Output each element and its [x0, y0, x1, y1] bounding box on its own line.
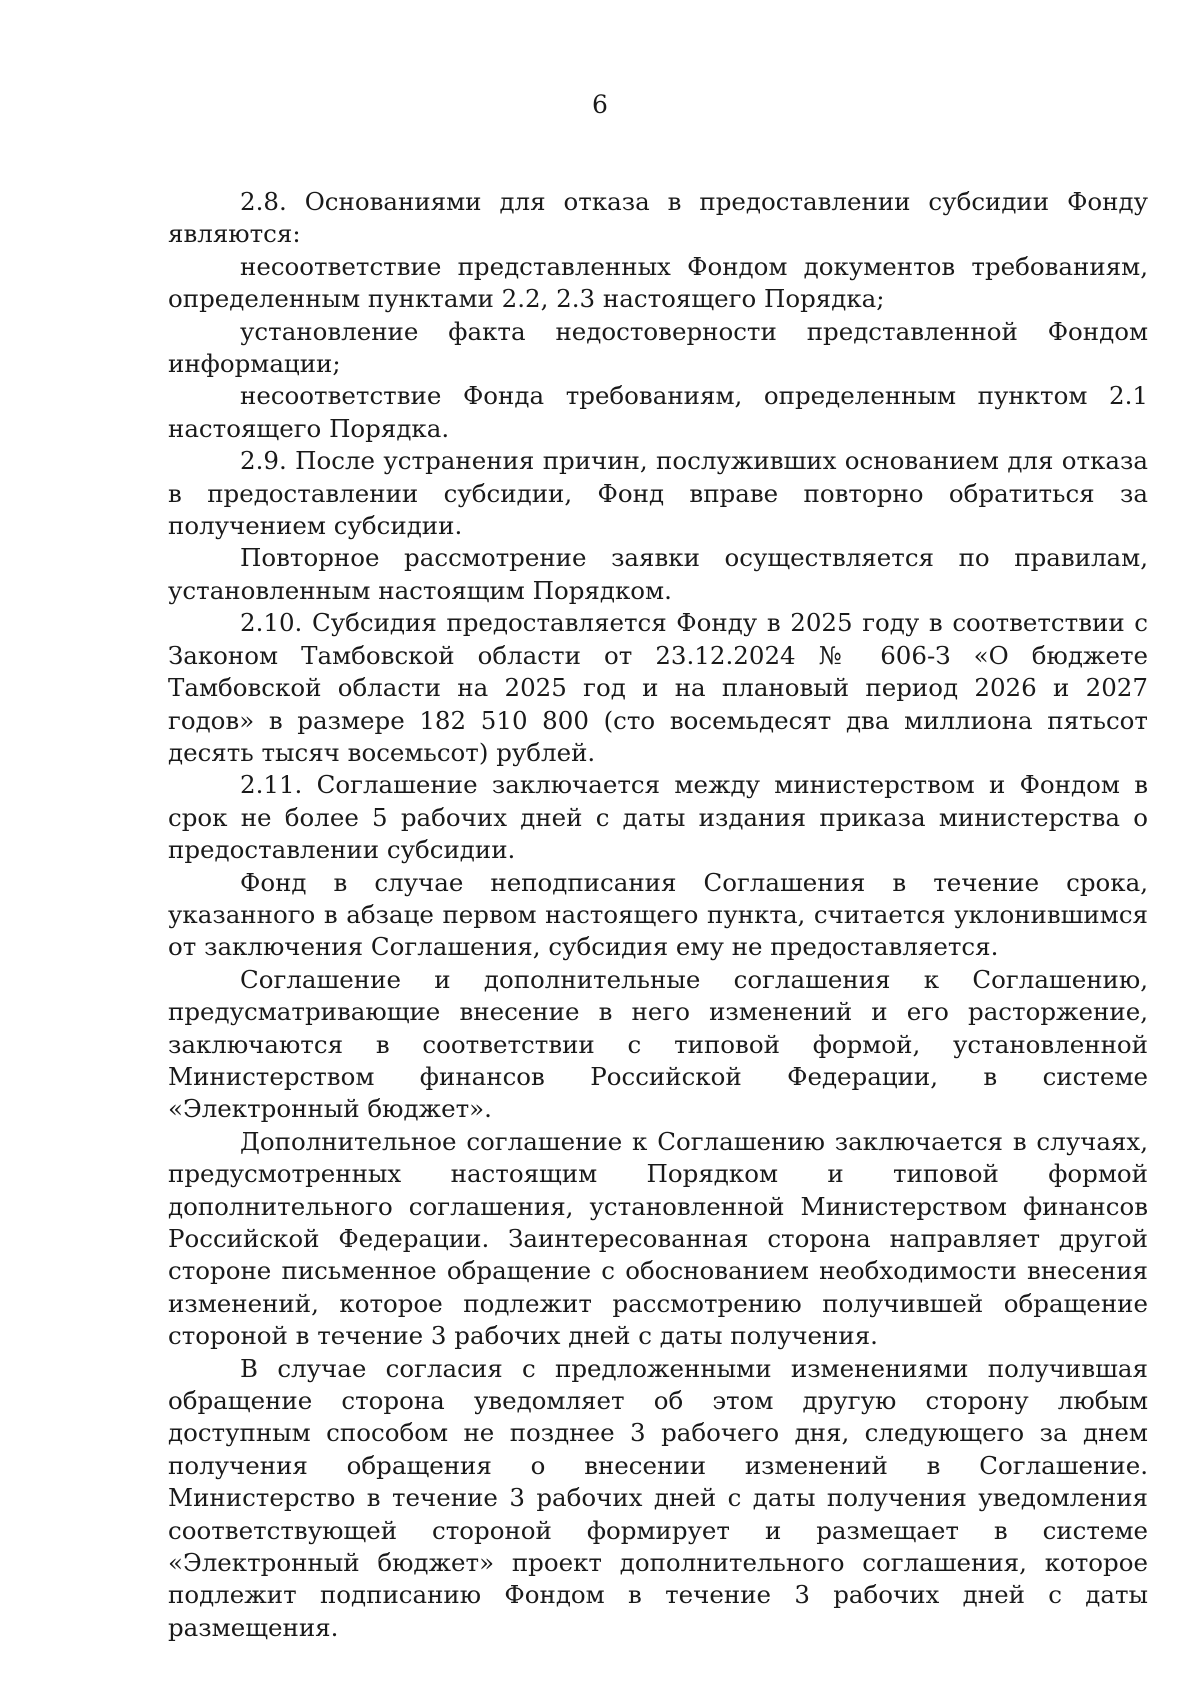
- paragraph-2-9: 2.9. После устранения причин, послуживших основанием для отказа в предоставлении субсидии, Фонд вправе повторно обратиться за получением субсидии.: [168, 446, 1148, 541]
- paragraph-refusal-ground-1: несоответствие представленных Фондом документов требованиям, определенным пунктами 2.2, 2.3 настоящего Порядка;: [168, 251, 1148, 314]
- paragraph-agreement-form: Соглашение и дополнительные соглашения к Соглашению, предусматривающие внесение в него изменений и его расторжение, заключаются в соответствии с типовой формой, установленной Министерством финансов Российской Федерации, в системе «Электронный бюджет».: [168, 964, 1148, 1124]
- paragraph-consent-changes: В случае согласия с предложенными изменениями получившая обращение сторона уведомляет об этом другую сторону любым доступным способом не позднее 3 рабочего дня, следующего за днем получения обращения о внесении изменений в Соглашение. Министерство в течение 3 рабочих дней с даты получения уведомления соответствующей стороной формирует и размещает в системе «Электронный бюджет» проект дополнительного соглашения, которое подлежит подписанию Фондом в течение 3 рабочих дней с даты размещения.: [168, 1353, 1148, 1642]
- paragraph-refusal-ground-2: установление факта недостоверности представленной Фондом информации;: [168, 316, 1148, 379]
- paragraph-refusal-ground-3: несоответствие Фонда требованиям, определенным пунктом 2.1 настоящего Порядка.: [168, 381, 1148, 443]
- document-body: [168, 186, 1148, 1644]
- paragraph-repeat-review: Повторное рассмотрение заявки осуществляется по правилам, установленным настоящим Порядком.: [168, 543, 1148, 605]
- paragraph-2-11: 2.11. Соглашение заключается между министерством и Фондом в срок не более 5 рабочих дней с даты издания приказа министерства о предоставлении субсидии.: [168, 770, 1148, 865]
- paragraph-non-signing: Фонд в случае неподписания Соглашения в течение срока, указанного в абзаце первом настоящего пункта, считается уклонившимся от заключения Соглашения, субсидия ему не предоставляется.: [168, 867, 1148, 962]
- page-number: 6: [592, 90, 608, 119]
- paragraph-additional-agreement: Дополнительное соглашение к Соглашению заключается в случаях, предусмотренных настоящим Порядком и типовой формой дополнительного соглашения, установленной Министерством финансов Российской Федерации. Заинтересованная сторона направляет другой стороне письменное обращение с обоснованием необходимости внесения изменений, которое подлежит рассмотрению получившей обращение стороной в течение 3 рабочих дней с даты получения.: [168, 1126, 1148, 1351]
- paragraph-2-10: 2.10. Субсидия предоставляется Фонду в 2025 году в соответствии с Законом Тамбовской области от 23.12.2024 № 606-З «О бюджете Тамбовской области на 2025 год и на плановый период 2026 и 2027 годов» в размере 182 510 800 (сто восемьдесят два миллиона пятьсот десять тысяч восемьсот) рублей.: [168, 608, 1148, 767]
- paragraph-2-8: 2.8. Основаниями для отказа в предоставлении субсидии Фонду являются:: [168, 187, 1148, 249]
